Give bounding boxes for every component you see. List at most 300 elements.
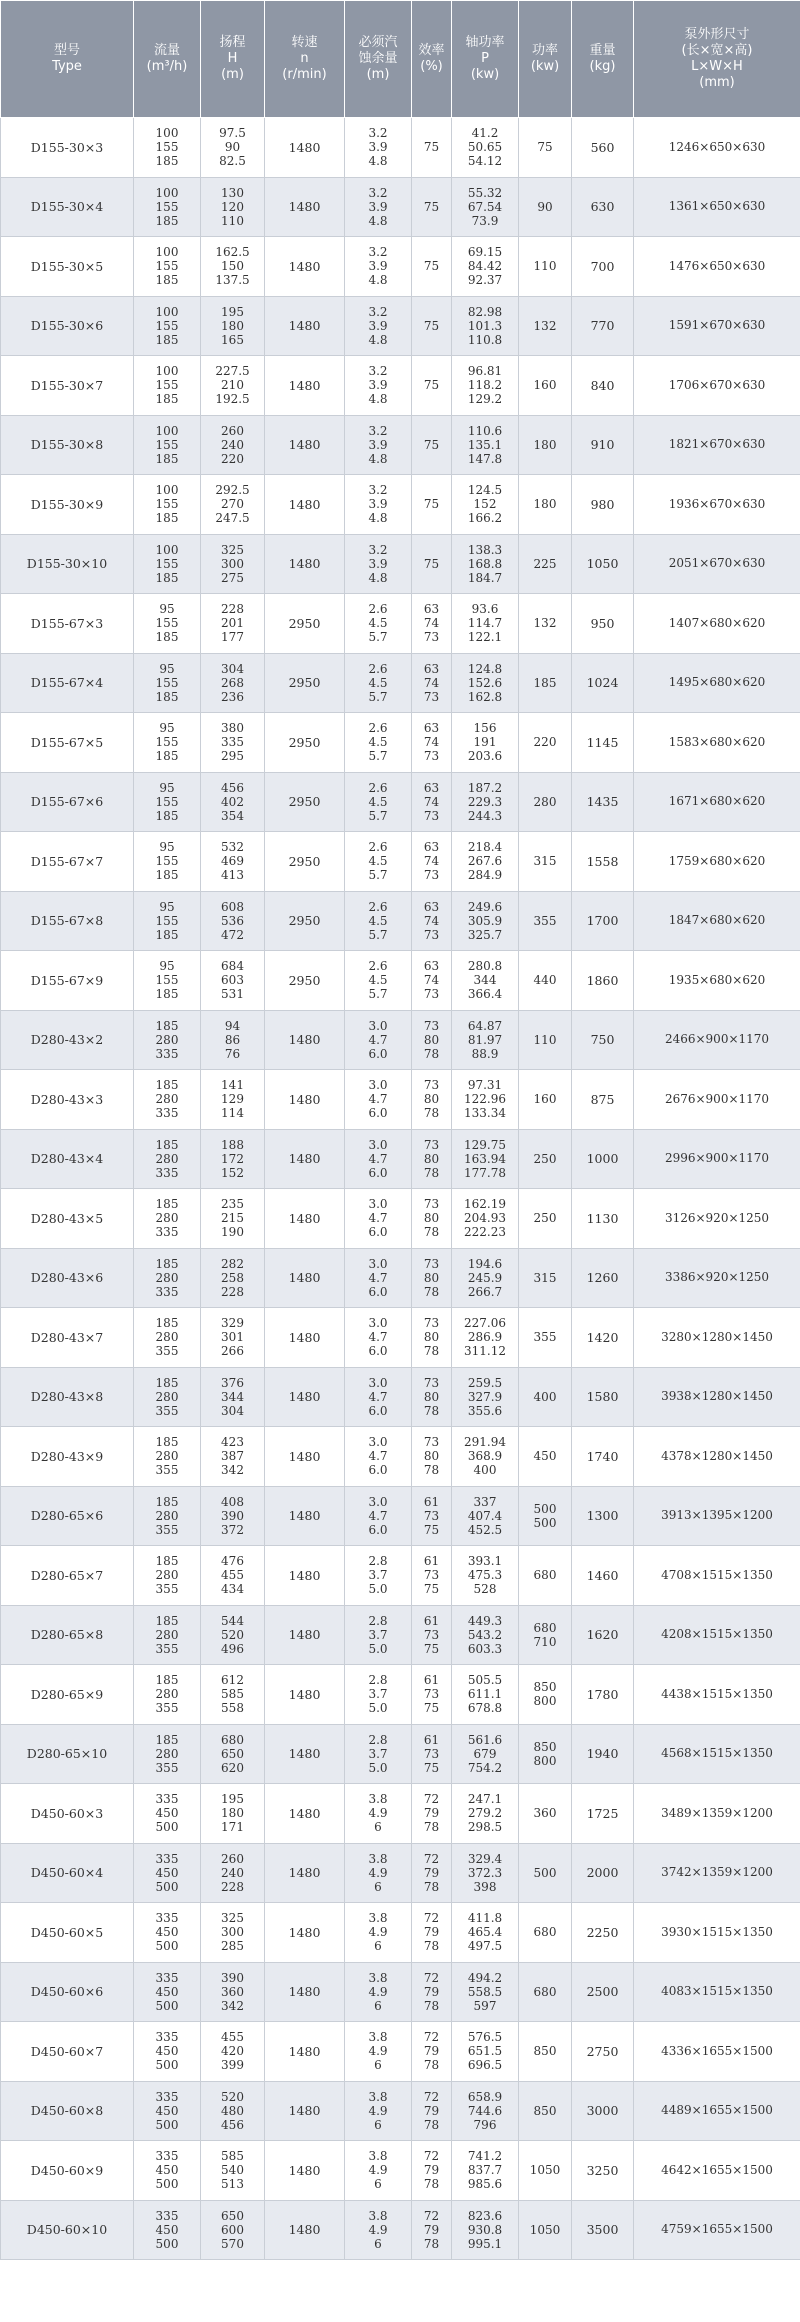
eff-value: 73	[423, 1256, 440, 1271]
eff-value: 75	[423, 1701, 440, 1716]
eff-value: 78	[423, 1165, 440, 1180]
flow-value: 185	[155, 154, 179, 169]
head-value: 150	[221, 259, 244, 274]
flow-cell	[134, 2022, 201, 2082]
flow-value: 155	[155, 913, 179, 928]
efficiency-cell	[412, 1665, 452, 1725]
flow-cell	[134, 356, 201, 416]
head-value: 600	[221, 2222, 244, 2237]
head-cell	[201, 1248, 265, 1308]
flow-value: 335	[155, 1106, 179, 1121]
npsh-value: 3.2	[368, 423, 388, 438]
npsh-cell	[345, 1665, 412, 1725]
shaft-power-cell	[452, 2200, 519, 2260]
eff-value: 80	[423, 1092, 440, 1107]
table-row	[1, 1010, 800, 1070]
head-value: 325	[221, 1911, 244, 1926]
speed-cell: 1480	[265, 2200, 345, 2260]
power-value: 850	[533, 1739, 557, 1754]
flow-value: 450	[155, 2163, 179, 2178]
motor-power-cell	[519, 1070, 572, 1130]
shaft-value: 337	[473, 1494, 497, 1509]
speed-cell: 1480	[265, 475, 345, 535]
shaft-value: 497.5	[467, 1939, 503, 1954]
head-value: 300	[221, 1925, 244, 1940]
shaft-value: 930.8	[467, 2222, 503, 2237]
npsh-value: 5.0	[368, 1701, 388, 1716]
npsh-cell	[345, 653, 412, 713]
head-value: 536	[221, 913, 244, 928]
shaft-power-cell	[452, 1962, 519, 2022]
npsh-value: 3.8	[368, 1970, 388, 1985]
head-cell	[201, 296, 265, 356]
npsh-cell	[345, 1308, 412, 1368]
flow-value: 335	[155, 1792, 179, 1807]
power-value: 132	[533, 616, 557, 631]
shaft-value: 344	[473, 973, 497, 988]
power-value: 800	[533, 1753, 557, 1768]
flow-cell	[134, 2200, 201, 2260]
dimensions-cell: 4378×1280×1450	[634, 1427, 800, 1487]
flow-value: 185	[155, 1554, 179, 1569]
motor-power-cell	[519, 1962, 572, 2022]
weight-cell: 1420	[572, 1308, 634, 1368]
flow-cell	[134, 1843, 201, 1903]
npsh-cell	[345, 891, 412, 951]
head-value: 260	[221, 423, 244, 438]
power-value: 250	[533, 1151, 557, 1166]
head-cell	[201, 1784, 265, 1844]
flow-value: 100	[155, 483, 179, 498]
efficiency-cell	[412, 653, 452, 713]
efficiency-cell	[412, 1605, 452, 1665]
npsh-value: 2.6	[368, 602, 388, 617]
npsh-value: 5.7	[368, 630, 388, 645]
model-cell: D450-60×7	[1, 2022, 134, 2082]
npsh-value: 3.8	[368, 2208, 388, 2223]
flow-cell	[134, 1665, 201, 1725]
npsh-cell	[345, 832, 412, 892]
eff-value: 73	[423, 1568, 440, 1583]
shaft-value: 163.94	[464, 1151, 506, 1166]
head-value: 455	[221, 1568, 244, 1583]
shaft-value: 249.6	[467, 899, 503, 914]
flow-value: 280	[155, 1270, 179, 1285]
shaft-value: 823.6	[467, 2208, 503, 2223]
shaft-value: 291.94	[464, 1435, 506, 1450]
eff-value: 63	[423, 721, 440, 736]
efficiency-cell	[412, 296, 452, 356]
table-header	[1, 1, 800, 118]
speed-cell: 1480	[265, 118, 345, 178]
shaft-power-cell	[452, 2141, 519, 2201]
efficiency-cell	[412, 1784, 452, 1844]
flow-value: 280	[155, 1032, 179, 1047]
model-cell: D155-67×3	[1, 594, 134, 654]
head-value: 295	[221, 749, 244, 764]
flow-value: 95	[159, 780, 175, 795]
shaft-power-cell	[452, 1665, 519, 1725]
model-cell: D155-30×3	[1, 118, 134, 178]
npsh-value: 2.6	[368, 721, 388, 736]
shaft-value: 64.87	[467, 1018, 503, 1033]
shaft-value: 452.5	[467, 1522, 503, 1537]
head-cell	[201, 1962, 265, 2022]
weight-cell: 770	[572, 296, 634, 356]
shaft-value: 603.3	[467, 1641, 503, 1656]
head-value: 469	[221, 854, 244, 869]
eff-value: 73	[423, 1746, 440, 1761]
header-type: 型号 Type	[1, 1, 134, 118]
npsh-cell	[345, 475, 412, 535]
npsh-value: 6	[374, 2058, 382, 2073]
dimensions-cell: 1821×670×630	[634, 415, 800, 475]
flow-value: 155	[155, 556, 179, 571]
speed-cell: 2950	[265, 772, 345, 832]
motor-power-cell	[519, 1843, 572, 1903]
weight-cell: 3000	[572, 2081, 634, 2141]
npsh-value: 4.8	[368, 213, 388, 228]
efficiency-cell	[412, 1724, 452, 1784]
shaft-value: 41.2	[471, 126, 499, 141]
head-cell	[201, 1903, 265, 1963]
speed-cell: 1480	[265, 237, 345, 297]
eff-value: 74	[423, 854, 440, 869]
eff-value: 80	[423, 1449, 440, 1464]
efficiency-cell	[412, 772, 452, 832]
npsh-cell	[345, 772, 412, 832]
shaft-value: 266.7	[467, 1284, 503, 1299]
eff-value: 61	[423, 1554, 440, 1569]
shaft-value: 329.4	[467, 1851, 503, 1866]
head-value: 210	[221, 378, 244, 393]
flow-value: 95	[159, 959, 175, 974]
table-row	[1, 1843, 800, 1903]
eff-value: 79	[423, 1925, 440, 1940]
table-row	[1, 951, 800, 1011]
model-cell: D155-30×6	[1, 296, 134, 356]
flow-value: 280	[155, 1330, 179, 1345]
eff-value: 78	[423, 2117, 440, 2132]
shaft-power-cell	[452, 1189, 519, 1249]
eff-value: 72	[423, 2089, 440, 2104]
head-cell	[201, 713, 265, 773]
eff-value: 73	[423, 1197, 440, 1212]
shaft-power-cell	[452, 891, 519, 951]
npsh-value: 4.8	[368, 273, 388, 288]
flow-cell	[134, 832, 201, 892]
eff-value: 73	[423, 689, 440, 704]
head-value: 680	[221, 1732, 244, 1747]
npsh-cell	[345, 713, 412, 773]
npsh-value: 3.8	[368, 1792, 388, 1807]
table-row	[1, 772, 800, 832]
shaft-value: 93.6	[471, 602, 499, 617]
flow-value: 500	[155, 1998, 179, 2013]
flow-value: 185	[155, 1673, 179, 1688]
speed-cell: 1480	[265, 1724, 345, 1784]
efficiency-cell	[412, 534, 452, 594]
npsh-value: 3.0	[368, 1316, 388, 1331]
npsh-value: 6	[374, 1998, 382, 2013]
dimensions-cell: 2996×900×1170	[634, 1129, 800, 1189]
shaft-value: 152.6	[467, 675, 503, 690]
shaft-power-cell	[452, 1308, 519, 1368]
shaft-value: 162.19	[464, 1197, 506, 1212]
head-value: 420	[221, 2044, 244, 2059]
npsh-value: 6	[374, 1939, 382, 1954]
head-value: 120	[221, 199, 244, 214]
npsh-value: 4.9	[368, 1865, 388, 1880]
shaft-power-cell	[452, 653, 519, 713]
npsh-value: 6	[374, 2177, 382, 2192]
eff-value: 73	[423, 927, 440, 942]
speed-cell: 1480	[265, 1962, 345, 2022]
npsh-value: 6.0	[368, 1344, 388, 1359]
shaft-value: 166.2	[467, 511, 503, 526]
eff-value: 78	[423, 1879, 440, 1894]
eff-value: 78	[423, 1344, 440, 1359]
dimensions-cell: 2051×670×630	[634, 534, 800, 594]
npsh-value: 4.7	[368, 1032, 388, 1047]
shaft-value: 449.3	[467, 1613, 503, 1628]
shaft-power-cell	[452, 832, 519, 892]
speed-cell: 2950	[265, 594, 345, 654]
flow-cell	[134, 1308, 201, 1368]
head-value: 390	[221, 1508, 244, 1523]
npsh-value: 2.8	[368, 1613, 388, 1628]
power-value: 75	[537, 140, 553, 155]
npsh-value: 3.0	[368, 1078, 388, 1093]
shaft-power-cell	[452, 1486, 519, 1546]
flow-value: 500	[155, 2236, 179, 2251]
shaft-value: 133.34	[464, 1106, 506, 1121]
head-value: 585	[221, 2149, 244, 2164]
head-value: 129	[221, 1092, 244, 1107]
npsh-value: 3.8	[368, 2030, 388, 2045]
dimensions-cell: 2676×900×1170	[634, 1070, 800, 1130]
shaft-value: 505.5	[467, 1673, 503, 1688]
power-value: 680	[533, 1620, 557, 1635]
speed-cell: 1480	[265, 177, 345, 237]
table-row	[1, 1903, 800, 1963]
dimensions-cell: 1706×670×630	[634, 356, 800, 416]
npsh-value: 4.5	[368, 913, 388, 928]
eff-value: 72	[423, 1792, 440, 1807]
header-flow: 流量 (m³/h)	[134, 1, 201, 118]
head-value: 496	[221, 1641, 244, 1656]
npsh-cell	[345, 1843, 412, 1903]
shaft-value: 101.3	[467, 318, 503, 333]
eff-value: 75	[423, 259, 440, 274]
efficiency-cell	[412, 1129, 452, 1189]
shaft-value: 122.96	[464, 1092, 506, 1107]
flow-value: 185	[155, 927, 179, 942]
flow-value: 335	[155, 1970, 179, 1985]
eff-value: 80	[423, 1151, 440, 1166]
head-value: 130	[221, 185, 244, 200]
shaft-value: 995.1	[467, 2236, 503, 2251]
flow-cell	[134, 1784, 201, 1844]
efficiency-cell	[412, 1962, 452, 2022]
power-value: 355	[533, 913, 557, 928]
npsh-value: 3.2	[368, 364, 388, 379]
npsh-value: 6.0	[368, 1165, 388, 1180]
shaft-value: 203.6	[467, 749, 503, 764]
motor-power-cell	[519, 1605, 572, 1665]
eff-value: 72	[423, 2208, 440, 2223]
dimensions-cell: 1847×680×620	[634, 891, 800, 951]
head-cell	[201, 1427, 265, 1487]
shaft-value: 286.9	[467, 1330, 503, 1345]
npsh-value: 6.0	[368, 1046, 388, 1061]
weight-cell: 630	[572, 177, 634, 237]
npsh-value: 3.9	[368, 199, 388, 214]
motor-power-cell	[519, 2141, 572, 2201]
head-cell	[201, 891, 265, 951]
flow-value: 185	[155, 689, 179, 704]
flow-value: 450	[155, 2103, 179, 2118]
eff-value: 72	[423, 2149, 440, 2164]
table-row	[1, 475, 800, 535]
weight-cell: 2750	[572, 2022, 634, 2082]
eff-value: 78	[423, 2058, 440, 2073]
flow-cell	[134, 1903, 201, 1963]
weight-cell: 1620	[572, 1605, 634, 1665]
weight-cell: 3250	[572, 2141, 634, 2201]
motor-power-cell	[519, 237, 572, 297]
weight-cell: 1860	[572, 951, 634, 1011]
weight-cell: 2000	[572, 1843, 634, 1903]
npsh-value: 5.7	[368, 808, 388, 823]
head-value: 544	[221, 1613, 244, 1628]
head-value: 270	[221, 497, 244, 512]
weight-cell: 1435	[572, 772, 634, 832]
head-cell	[201, 1724, 265, 1784]
npsh-value: 3.0	[368, 1375, 388, 1390]
eff-value: 73	[423, 749, 440, 764]
motor-power-cell	[519, 1546, 572, 1606]
shaft-power-cell	[452, 1605, 519, 1665]
flow-cell	[134, 1546, 201, 1606]
shaft-value: 156	[473, 721, 497, 736]
shaft-value: 465.4	[467, 1925, 503, 1940]
power-value: 850	[533, 1680, 557, 1695]
head-value: 344	[221, 1389, 244, 1404]
npsh-value: 4.9	[368, 2222, 388, 2237]
head-value: 372	[221, 1522, 244, 1537]
weight-cell: 1940	[572, 1724, 634, 1784]
eff-value: 80	[423, 1211, 440, 1226]
weight-cell: 1780	[572, 1665, 634, 1725]
head-cell	[201, 2022, 265, 2082]
dimensions-cell: 3938×1280×1450	[634, 1367, 800, 1427]
table-row	[1, 237, 800, 297]
eff-value: 72	[423, 1911, 440, 1926]
npsh-value: 3.8	[368, 1851, 388, 1866]
flow-value: 500	[155, 1820, 179, 1835]
head-value: 413	[221, 868, 244, 883]
shaft-value: 475.3	[467, 1568, 503, 1583]
flow-value: 500	[155, 1879, 179, 1894]
shaft-value: 110.6	[467, 423, 503, 438]
flow-value: 95	[159, 840, 175, 855]
shaft-power-cell	[452, 296, 519, 356]
speed-cell: 1480	[265, 1308, 345, 1368]
head-value: 177	[221, 630, 244, 645]
dimensions-cell: 1495×680×620	[634, 653, 800, 713]
model-cell: D450-60×8	[1, 2081, 134, 2141]
flow-value: 155	[155, 318, 179, 333]
npsh-value: 6.0	[368, 1284, 388, 1299]
motor-power-cell	[519, 296, 572, 356]
table-row	[1, 1070, 800, 1130]
flow-value: 450	[155, 2222, 179, 2237]
flow-cell	[134, 237, 201, 297]
weight-cell: 1725	[572, 1784, 634, 1844]
npsh-value: 4.7	[368, 1211, 388, 1226]
npsh-value: 3.2	[368, 542, 388, 557]
shaft-value: 82.98	[467, 304, 503, 319]
dimensions-cell: 3280×1280×1450	[634, 1308, 800, 1368]
head-value: 399	[221, 2058, 244, 2073]
head-value: 390	[221, 1970, 244, 1985]
flow-value: 450	[155, 1925, 179, 1940]
power-value: 160	[533, 1092, 557, 1107]
head-value: 240	[221, 437, 244, 452]
head-cell	[201, 1605, 265, 1665]
flow-value: 280	[155, 1449, 179, 1464]
motor-power-cell	[519, 1665, 572, 1725]
efficiency-cell	[412, 2022, 452, 2082]
power-value: 180	[533, 437, 557, 452]
model-cell: D280-65×6	[1, 1486, 134, 1546]
shaft-value: 597	[473, 1998, 497, 2013]
head-value: 376	[221, 1375, 244, 1390]
header-weight: 重量 (kg)	[572, 1, 634, 118]
eff-value: 75	[423, 1641, 440, 1656]
weight-cell: 700	[572, 237, 634, 297]
shaft-value: 67.54	[467, 199, 503, 214]
speed-cell: 1480	[265, 2022, 345, 2082]
eff-value: 78	[423, 1284, 440, 1299]
npsh-value: 3.9	[368, 318, 388, 333]
head-value: 520	[221, 1627, 244, 1642]
flow-cell	[134, 1962, 201, 2022]
shaft-value: 407.4	[467, 1508, 503, 1523]
flow-value: 355	[155, 1344, 179, 1359]
head-cell	[201, 1486, 265, 1546]
efficiency-cell	[412, 2200, 452, 2260]
head-cell	[201, 475, 265, 535]
dimensions-cell: 4083×1515×1350	[634, 1962, 800, 2022]
eff-value: 80	[423, 1270, 440, 1285]
eff-value: 73	[423, 1316, 440, 1331]
npsh-value: 2.6	[368, 661, 388, 676]
power-value: 90	[537, 199, 553, 214]
head-value: 532	[221, 840, 244, 855]
shaft-value: 73.9	[471, 213, 499, 228]
eff-value: 63	[423, 959, 440, 974]
shaft-value: 187.2	[467, 780, 503, 795]
head-value: 612	[221, 1673, 244, 1688]
eff-value: 61	[423, 1494, 440, 1509]
shaft-value: 124.8	[467, 661, 503, 676]
head-value: 201	[221, 616, 244, 631]
power-value: 800	[533, 1694, 557, 1709]
weight-cell: 3500	[572, 2200, 634, 2260]
eff-value: 75	[423, 378, 440, 393]
